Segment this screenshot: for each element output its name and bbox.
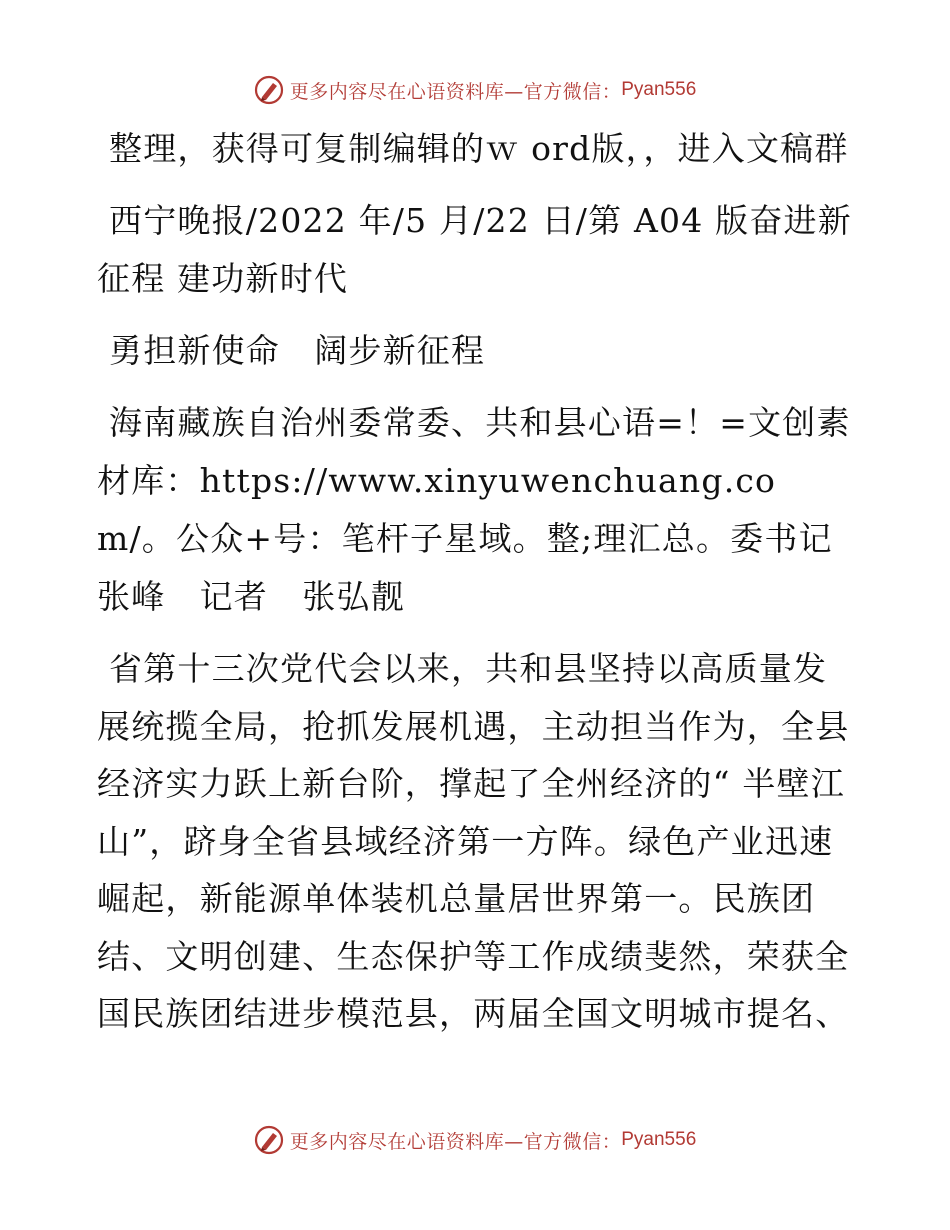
paragraph-intro: 整理，获得可复制编辑的ｗ ord版，，进入文稿群: [109, 129, 849, 168]
pen-logo-icon: [254, 75, 284, 105]
page-footer-watermark: [0, 1120, 950, 1160]
page-header-watermark: [0, 70, 950, 110]
footer-brand-id: Pyan556: [621, 1129, 697, 1150]
header-brand-text: 更多内容尽在心语资料库—官方微信：: [289, 80, 622, 103]
document-body: [97, 120, 867, 1057]
paragraph-title: 勇担新使命 阔步新征程: [109, 331, 486, 370]
footer-brand-text: 更多内容尽在心语资料库—官方微信：: [289, 1130, 622, 1153]
header-brand-id: Pyan556: [621, 79, 697, 100]
paragraph-body: 省第十三次党代会以来，共和县坚持以高质量发展统揽全局，抢抓发展机遇，主动担当作为，全县经济实力跃上新台阶，撑起了全州经济的“ 半壁江山”，跻身全省县域经济第一方阵。绿色产业迅速崛起，新能源单体装机总量居世界第一。民族团结、文明创建、生态保护等工作成绩斐然，荣获全国民族团结进步模范县，两届全国文明城市提名、: [97, 649, 850, 1033]
paragraph-byline: 海南藏族自治州委常委、共和县心语=！=文创素材库：https://www.xinyuwenchuang.com/。公众+号：笔杆子星域。整;理汇总。委书记 张峰 记者 张弘靓: [97, 403, 867, 616]
pen-logo-icon: [254, 1125, 284, 1155]
paragraph-source: 西宁晚报/2022 年/5 月/22 日/第 A04 版奋进新征程 建功新时代: [97, 201, 852, 298]
